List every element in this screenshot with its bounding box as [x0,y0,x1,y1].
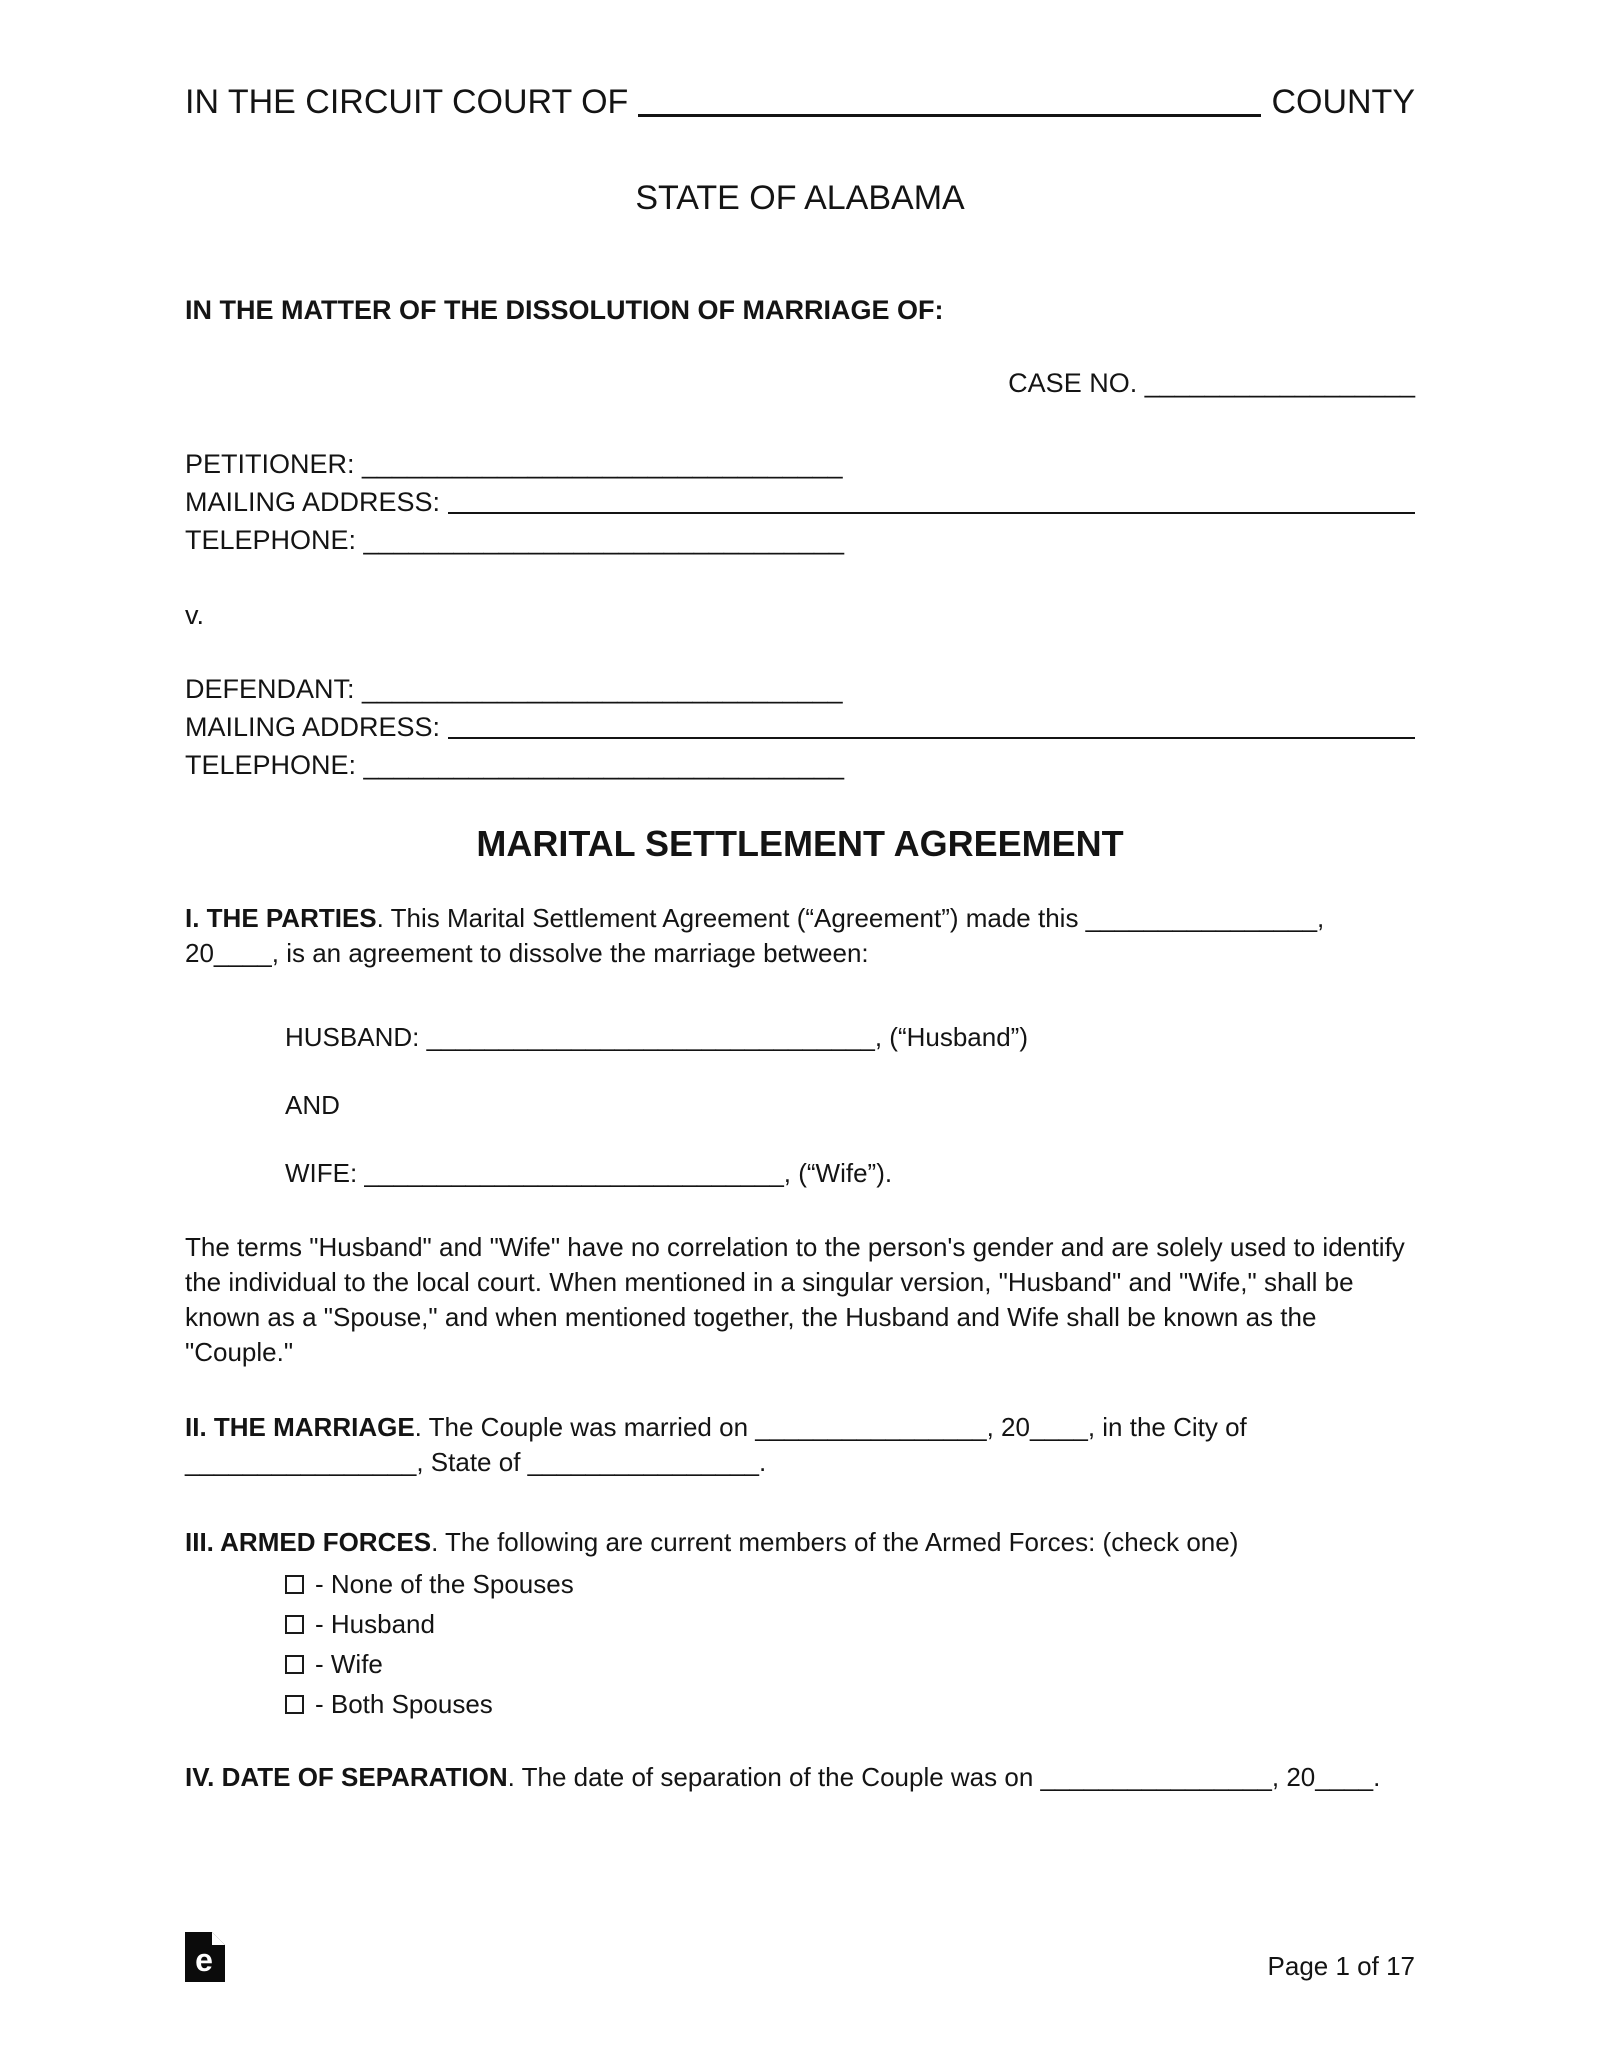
option-both-spouses [285,1684,1415,1724]
versus-label: v. [185,600,204,630]
husband-line: HUSBAND: _______________________________, (“Husband”) [285,1022,1028,1052]
section-separation [185,1760,1415,1795]
checkbox-both-spouses-icon[interactable] [285,1695,304,1714]
section-marriage [185,1410,1415,1480]
court-header-line [185,82,1415,122]
defendant-mailing-blank-line[interactable] [448,736,1415,739]
defendant-mailing-row [185,708,1415,746]
option-label: - Both Spouses [315,1689,493,1719]
petitioner-mailing-label: MAILING ADDRESS: [185,487,441,517]
section-armed-forces-heading: III. ARMED FORCES [185,1527,432,1557]
armed-forces-options [285,1564,1415,1724]
section-marriage-heading: II. THE MARRIAGE [185,1412,415,1442]
matter-line: IN THE MATTER OF THE DISSOLUTION OF MARRIAGE OF: [185,295,944,325]
eforms-document-logo-icon [185,1932,225,1982]
option-husband [285,1604,1415,1644]
petitioner-block [185,445,1415,559]
option-label: - None of the Spouses [315,1569,574,1599]
defendant-telephone-line: TELEPHONE: ________________________________ [185,750,845,780]
option-label: - Husband [315,1609,435,1639]
page-number-label: Page 1 of 17 [1267,1951,1415,1981]
wife-line: WIFE: _____________________________, (“Wife”). [285,1158,893,1188]
document-title: MARITAL SETTLEMENT AGREEMENT [476,823,1124,864]
defendant-mailing-label: MAILING ADDRESS: [185,712,441,742]
checkbox-none-of-the-spouses-icon[interactable] [285,1575,304,1594]
and-label: AND [285,1090,340,1120]
section-separation-body: . The date of separation of the Couple was on ________________, 20____. [507,1762,1381,1792]
petitioner-mailing-row [185,483,1415,521]
checkbox-husband-icon[interactable] [285,1615,304,1634]
petitioner-telephone-line: TELEPHONE: ________________________________ [185,525,845,555]
section-armed-forces-body: . The following are current members of the Armed Forces: (check one) [431,1527,1239,1557]
section-separation-heading: IV. DATE OF SEPARATION [185,1762,508,1792]
petitioner-name-line: PETITIONER: ________________________________ [185,449,843,479]
checkbox-wife-icon[interactable] [285,1655,304,1674]
terms-paragraph: The terms "Husband" and "Wife" have no correlation to the person's gender and are solely used to identify the individual to the local court. When mentioned in a singular version, "Husband" and "Wife," shall be known as a "Spouse," and when mentioned together, the Husband and Wife shall be known as the "Couple." [185,1232,1405,1367]
option-none-of-the-spouses [285,1564,1415,1604]
court-header-prefix: IN THE CIRCUIT COURT OF [185,83,629,121]
section-marriage-body: . The Couple was married on ________________, 20____, in the City of ________________, State of ________________. [185,1412,1247,1477]
section-parties-body: . This Marital Settlement Agreement (“Agreement”) made this ________________, 20____, is an agreement to dissolve the marriage between: [185,903,1325,968]
defendant-name-line: DEFENDANT: ________________________________ [185,674,843,704]
petitioner-mailing-blank-line[interactable] [448,511,1415,514]
section-parties [185,901,1415,971]
defendant-block [185,670,1415,784]
section-parties-heading: I. THE PARTIES [185,903,377,933]
logo-letter: e [195,1942,213,1978]
case-number-line: CASE NO. __________________ [1008,368,1415,398]
court-header-suffix: COUNTY [1271,83,1415,121]
section-armed-forces [185,1525,1415,1560]
option-wife [285,1644,1415,1684]
state-header: STATE OF ALABAMA [635,179,965,217]
option-label: - Wife [315,1649,383,1679]
county-blank-line[interactable] [638,113,1261,117]
